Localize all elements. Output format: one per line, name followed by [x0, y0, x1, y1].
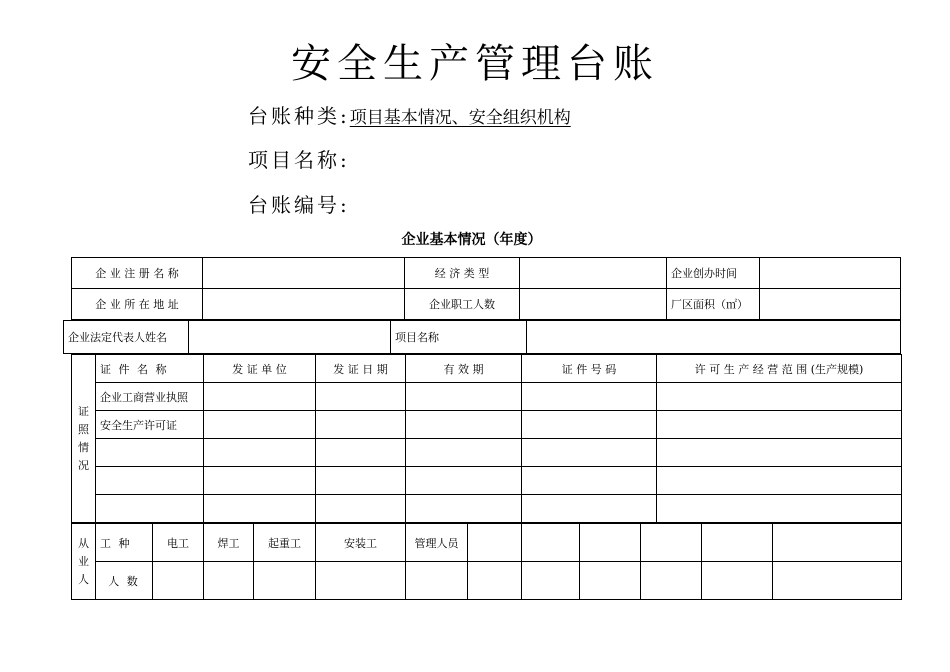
econ-type-field[interactable] — [520, 258, 667, 289]
table-row — [72, 524, 902, 562]
staff-cell[interactable] — [702, 524, 773, 562]
project-name-field[interactable] — [527, 321, 901, 354]
legal-rep-table — [63, 320, 901, 354]
work-type: 电工 — [153, 524, 204, 562]
cert-cell[interactable] — [406, 495, 522, 523]
staff-cell[interactable] — [522, 524, 580, 562]
address-label: 企 业 所 在 地 址 — [72, 289, 203, 320]
ledger-number-line — [248, 191, 350, 219]
staff-cell[interactable] — [316, 562, 406, 600]
table-title: 企业基本情况（年度） — [401, 232, 542, 248]
table-row — [64, 321, 901, 354]
page-title: 安全生产管理台账 — [291, 41, 659, 87]
cert-cell[interactable] — [657, 383, 902, 411]
legal-rep-field[interactable] — [189, 321, 391, 354]
table-row — [72, 289, 901, 320]
table-row — [72, 383, 902, 411]
cert-cell[interactable] — [522, 439, 657, 467]
work-type: 安装工 — [316, 524, 406, 562]
staff-cell[interactable] — [204, 562, 254, 600]
cert-cell[interactable] — [657, 495, 902, 523]
cert-header: 发 证 单 位 — [204, 355, 316, 383]
staff-cell[interactable] — [468, 524, 522, 562]
cert-cell[interactable] — [657, 467, 902, 495]
area-label: 厂区面积（㎡） — [667, 289, 760, 320]
work-type: 管理人员 — [406, 524, 468, 562]
cert-cell[interactable] — [316, 439, 406, 467]
employees-label: 企业职工人数 — [405, 289, 520, 320]
staff-section-label — [72, 524, 96, 600]
table-row — [72, 355, 902, 383]
cert-section-text: 证 照 情 况 — [78, 404, 89, 472]
cert-cell[interactable] — [522, 495, 657, 523]
ledger-number-label: 台账编号: — [248, 193, 350, 217]
cert-header: 证 件 名 称 — [96, 355, 204, 383]
cert-header: 有 效 期 — [406, 355, 522, 383]
employees-field[interactable] — [520, 289, 667, 320]
cert-header: 证 件 号 码 — [522, 355, 657, 383]
cert-cell[interactable] — [316, 411, 406, 439]
cert-name: 安全生产许可证 — [96, 411, 204, 439]
project-name-cell-label: 项目名称 — [391, 321, 527, 354]
staff-table — [71, 523, 902, 600]
reg-name-field[interactable] — [203, 258, 405, 289]
staff-cell[interactable] — [773, 524, 902, 562]
cert-cell[interactable] — [204, 383, 316, 411]
cert-name[interactable] — [96, 495, 204, 523]
ledger-type-line — [248, 102, 571, 132]
cert-cell[interactable] — [406, 411, 522, 439]
certificate-table — [71, 354, 902, 523]
work-type: 焊工 — [204, 524, 254, 562]
cert-name: 企业工商营业执照 — [96, 383, 204, 411]
cert-cell[interactable] — [316, 383, 406, 411]
staff-cell[interactable] — [468, 562, 522, 600]
cert-cell[interactable] — [204, 439, 316, 467]
reg-name-label: 企 业 注 册 名 称 — [72, 258, 203, 289]
cert-cell[interactable] — [204, 411, 316, 439]
table-row — [72, 495, 902, 523]
staff-cell[interactable] — [522, 562, 580, 600]
cert-cell[interactable] — [204, 495, 316, 523]
cert-header: 许 可 生 产 经 营 范 围 (生产规模) — [657, 355, 902, 383]
basic-info-table — [71, 257, 901, 320]
ledger-type-value: 项目基本情况、安全组织机构 — [349, 108, 571, 128]
staff-cell[interactable] — [580, 562, 641, 600]
cert-cell[interactable] — [522, 467, 657, 495]
area-field[interactable] — [760, 289, 901, 320]
cert-cell[interactable] — [657, 439, 902, 467]
founded-label: 企业创办时间 — [667, 258, 760, 289]
staff-cell[interactable] — [406, 562, 468, 600]
work-type: 起重工 — [254, 524, 316, 562]
cert-cell[interactable] — [406, 439, 522, 467]
cert-cell[interactable] — [316, 495, 406, 523]
ledger-type-label: 台账种类: — [248, 104, 350, 128]
cert-cell[interactable] — [657, 411, 902, 439]
cert-header: 发 证 日 期 — [316, 355, 406, 383]
staff-cell[interactable] — [641, 524, 702, 562]
table-row — [72, 411, 902, 439]
work-type-label: 工 种 — [96, 524, 153, 562]
table-row — [72, 258, 901, 289]
staff-section-text: 从 业 人 — [78, 536, 89, 586]
table-row — [72, 562, 902, 600]
staff-cell[interactable] — [641, 562, 702, 600]
cert-cell[interactable] — [204, 467, 316, 495]
cert-cell[interactable] — [406, 383, 522, 411]
cert-name[interactable] — [96, 467, 204, 495]
cert-cell[interactable] — [406, 467, 522, 495]
project-name-line — [248, 146, 350, 174]
address-field[interactable] — [203, 289, 405, 320]
cert-cell[interactable] — [522, 383, 657, 411]
cert-cell[interactable] — [316, 467, 406, 495]
project-name-label: 项目名称: — [248, 148, 350, 172]
table-row — [72, 467, 902, 495]
company-info-form — [68, 257, 902, 600]
staff-cell[interactable] — [254, 562, 316, 600]
econ-type-label: 经 济 类 型 — [405, 258, 520, 289]
staff-cell[interactable] — [702, 562, 773, 600]
founded-field[interactable] — [760, 258, 901, 289]
staff-cell[interactable] — [580, 524, 641, 562]
staff-cell[interactable] — [773, 562, 902, 600]
table-row — [72, 439, 902, 467]
head-count-label: 人 数 — [96, 562, 153, 600]
cert-section-label — [72, 355, 96, 523]
legal-rep-label: 企业法定代表人姓名 — [64, 321, 189, 354]
staff-cell[interactable] — [153, 562, 204, 600]
cert-cell[interactable] — [522, 411, 657, 439]
cert-name[interactable] — [96, 439, 204, 467]
